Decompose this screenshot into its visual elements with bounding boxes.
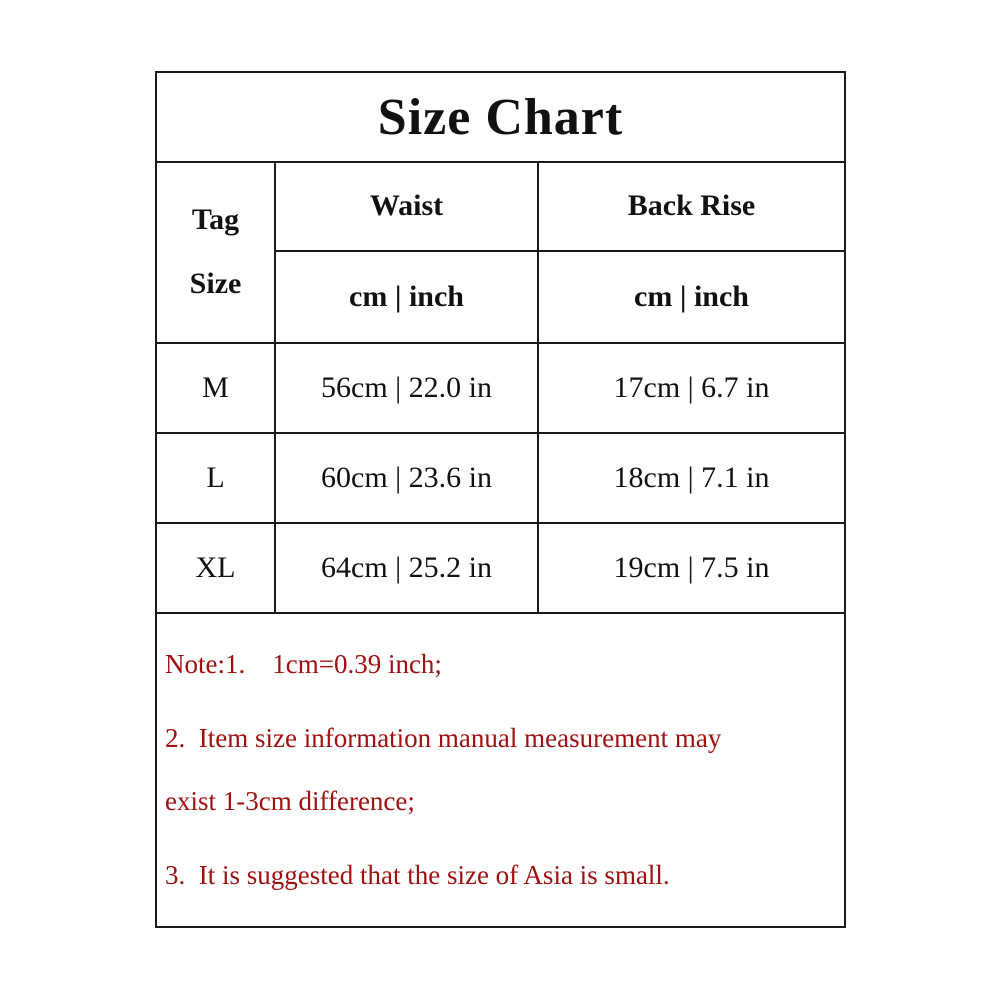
waist-header: Waist bbox=[275, 162, 538, 251]
note-line-3: exist 1-3cm difference; bbox=[165, 786, 415, 816]
back-rise-cell: 18cm | 7.1 in bbox=[538, 433, 844, 523]
back-rise-cell: 17cm | 6.7 in bbox=[538, 343, 844, 433]
title-row bbox=[157, 73, 844, 163]
tag-cell: M bbox=[157, 343, 275, 433]
waist-cell: 64cm | 25.2 in bbox=[275, 523, 538, 613]
table-row bbox=[157, 523, 844, 613]
size-chart bbox=[155, 71, 846, 928]
table-row bbox=[157, 433, 844, 523]
note-line-2: 2. Item size information manual measurement may bbox=[165, 723, 722, 753]
note-line-1: Note:1. 1cm=0.39 inch; bbox=[165, 649, 442, 679]
back-rise-cell: 19cm | 7.5 in bbox=[538, 523, 844, 613]
tag-header-line1: Tag bbox=[191, 203, 240, 236]
tag-header-line2: Size bbox=[189, 267, 242, 300]
back-rise-unit-header: cm | inch bbox=[538, 251, 844, 343]
waist-unit-header: cm | inch bbox=[275, 251, 538, 343]
table-row bbox=[157, 343, 844, 433]
waist-cell: 60cm | 23.6 in bbox=[275, 433, 538, 523]
back-rise-header: Back Rise bbox=[538, 162, 844, 251]
tag-cell: L bbox=[157, 433, 275, 523]
chart-title: Size Chart bbox=[377, 88, 624, 146]
size-table bbox=[157, 162, 844, 614]
tag-size-header bbox=[157, 162, 275, 343]
tag-cell: XL bbox=[157, 523, 275, 613]
header-row bbox=[157, 162, 844, 251]
waist-cell: 56cm | 22.0 in bbox=[275, 343, 538, 433]
note-line-4: 3. It is suggested that the size of Asia is small. bbox=[165, 860, 670, 890]
